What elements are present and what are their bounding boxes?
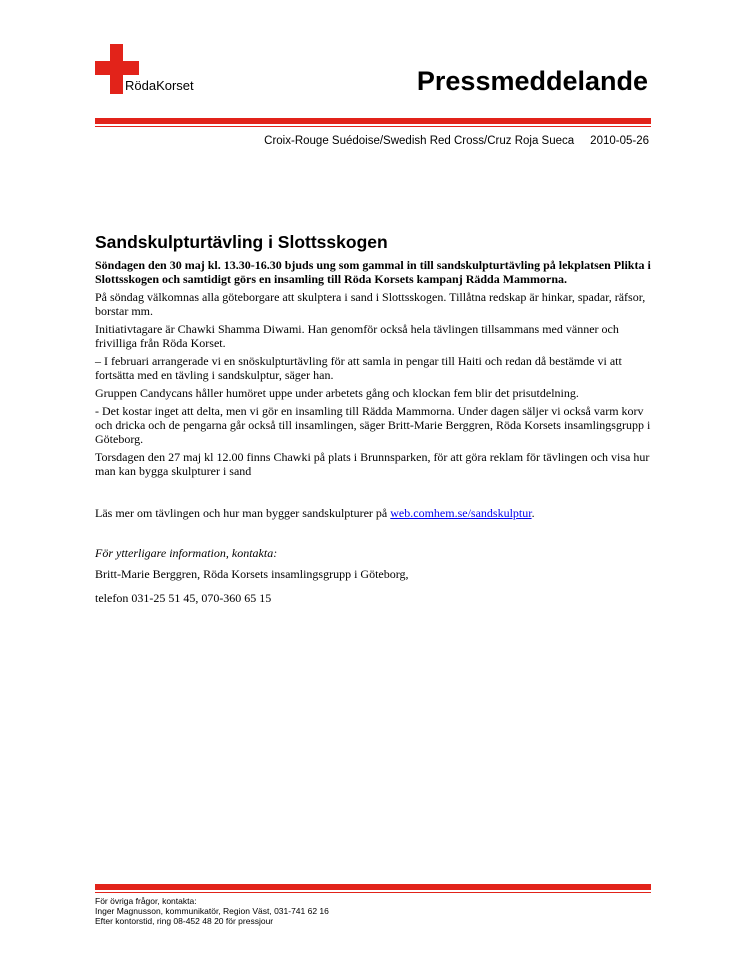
red-cross-logo — [95, 44, 225, 96]
read-more-text: Läs mer om tävlingen och hur man bygger sandskulpturer på — [95, 506, 391, 520]
article-body — [95, 232, 655, 615]
paragraph-2: Initiativtagare är Chawki Shamma Diwami. Han genomför också hela tävlingen tillsammans med vänner och frivilliga från Röda Korset. — [95, 322, 619, 350]
paragraph-3: – I februari arrangerade vi en snöskulpturtävling för att samla in pengar till Haiti och redan då bestämde vi att fortsätta med en tävling i sandskulptur, säger han. — [95, 354, 622, 382]
paragraph-6: Torsdagen den 27 maj kl 12.00 finns Chawki på plats i Brunnsparken, för att göra reklam för tävlingen och visa hur man kan bygga skulpturer i sand — [95, 450, 650, 478]
article-lead: Söndagen den 30 maj kl. 13.30-16.30 bjuds ung som gammal in till sandskulpturtävling på lekplatsen Plikta i Slottsskogen och samtidigt görs en insamling till Röda Korsets kampanj Rädda Mammorna. — [95, 258, 651, 286]
paragraph-5: - Det kostar inget att delta, men vi gör en insamling till Rädda Mammorna. Under dagen säljer vi också varm korv och dricka och de pengarna går också till insamlingen, säger Britt-Marie Berggren, Röda Korsets insamlingsgrupp i Göteborg. — [95, 404, 651, 446]
red-cross-icon-horizontal — [95, 61, 139, 75]
footer-divider — [95, 884, 651, 890]
release-date: 2010-05-26 — [590, 135, 649, 147]
contact-heading: För ytterligare information, kontakta: — [95, 546, 278, 560]
read-more-end: . — [531, 506, 535, 520]
footer — [95, 896, 329, 926]
read-more-paragraph — [95, 506, 655, 520]
paragraph-1: På söndag välkomnas alla göteborgare att skulptera i sand i Slottsskogen. Tillåtna redskap är hinkar, spadar, räfsor, borstar mm. — [95, 290, 646, 318]
paragraph-4: Gruppen Candycans håller humöret uppe under arbetets gång och klockan fem blir det prisutdelning. — [95, 386, 579, 400]
organization-line — [264, 135, 649, 147]
footer-line-1: För övriga frågor, kontakta: — [95, 896, 197, 906]
footer-line-2: Inger Magnusson, kommunikatör, Region Väst, 031-741 62 16 — [95, 906, 329, 916]
footer-divider-thin — [95, 892, 651, 893]
page-title: Pressmeddelande — [416, 66, 648, 96]
read-more-link[interactable]: web.comhem.se/sandskulptur — [390, 506, 532, 520]
header-divider-thin — [95, 126, 651, 127]
header-divider — [95, 118, 651, 124]
article-headline: Sandskulpturtävling i Slottsskogen — [95, 232, 388, 252]
contact-name: Britt-Marie Berggren, Röda Korsets insamlingsgrupp i Göteborg, — [95, 567, 409, 581]
footer-line-3: Efter kontorstid, ring 08-452 48 20 för pressjour — [95, 916, 274, 926]
logo-text: RödaKorset — [125, 78, 194, 93]
organization-name: Croix-Rouge Suédoise/Swedish Red Cross/Cruz Roja Sueca — [264, 135, 575, 147]
contact-phone: telefon 031-25 51 45, 070-360 65 15 — [95, 591, 272, 605]
